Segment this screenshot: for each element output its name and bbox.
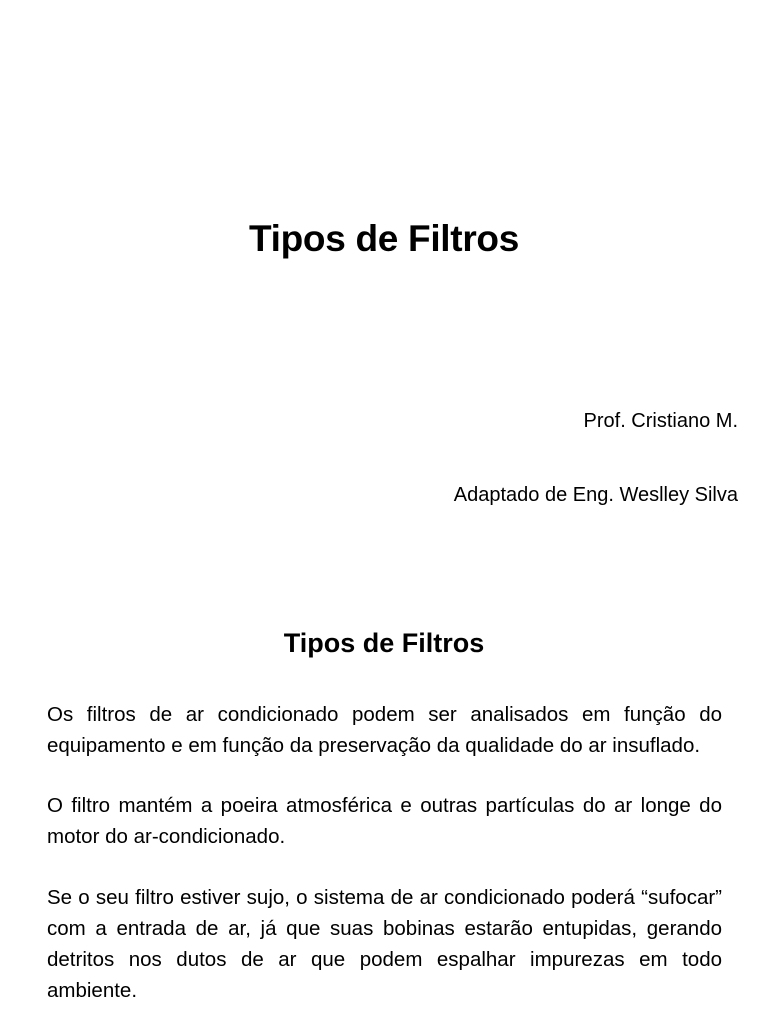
slide-title: Tipos de Filtros: [249, 218, 519, 259]
paragraph-dirty-filter: Se o seu filtro estiver sujo, o sistema de ar condicionado poderá “sufocar” com a entrada de ar, já que suas bobinas estarão entupidas, gerando detritos nos dutos de ar que podem espalhar impurezas em todo ambiente.: [47, 886, 722, 1002]
author-name: Prof. Cristiano M.: [583, 410, 738, 432]
paragraph-filter-function: O filtro mantém a poeira atmosférica e outras partículas do ar longe do motor do ar-condicionado.: [47, 794, 722, 848]
content-slide: [0, 598, 768, 1024]
paragraph-filter-analysis: Os filtros de ar condicionado podem ser analisados em função do equipamento e em função da preservação da qualidade do ar insuflado.: [47, 703, 722, 757]
content-slide-title: Tipos de Filtros: [283, 628, 485, 658]
adaptation-credit: Adaptado de Eng. Weslley Silva: [453, 484, 738, 506]
